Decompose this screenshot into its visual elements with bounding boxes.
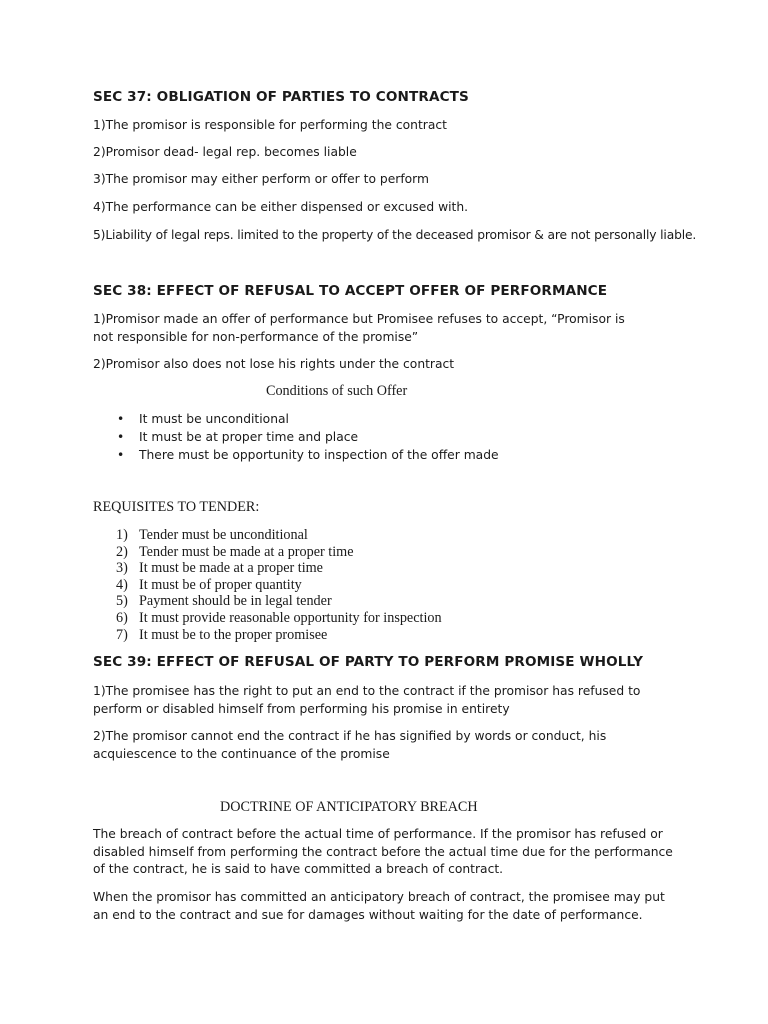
requisite-text: Tender must be unconditional <box>139 527 308 543</box>
sec37-item-4: 4)The performance can be either dispensed or excused with. <box>93 200 469 214</box>
list-item <box>93 544 442 561</box>
requisite-text: It must be made at a proper time <box>139 560 323 577</box>
list-item <box>93 446 499 464</box>
list-number: 5) <box>116 593 128 610</box>
sec37-heading: SEC 37: OBLIGATION OF PARTIES TO CONTRACTS <box>93 89 469 105</box>
list-item <box>93 428 499 446</box>
anticipatory-title: DOCTRINE OF ANTICIPATORY BREACH <box>220 799 478 815</box>
requisites-list <box>93 527 442 643</box>
condition-text: It must be unconditional <box>139 412 289 426</box>
sec38-item-2: 2)Promisor also does not lose his rights under the contract <box>93 357 455 371</box>
list-item <box>93 627 442 644</box>
list-item <box>93 593 442 610</box>
bullet-icon: • <box>117 430 125 444</box>
list-item <box>93 527 442 544</box>
sec37-item-2: 2)Promisor dead- legal rep. becomes liable <box>93 145 357 159</box>
requisite-text: It must be of proper quantity <box>139 576 302 593</box>
list-number: 7) <box>116 626 128 643</box>
condition-text: There must be opportunity to inspection of the offer made <box>139 448 499 462</box>
list-item <box>93 577 442 594</box>
requisite-text: It must be to the proper promisee <box>139 626 328 643</box>
list-number: 2) <box>116 543 128 560</box>
requisite-text: Payment should be in legal tender <box>139 593 332 610</box>
sec38-heading: SEC 38: EFFECT OF REFUSAL TO ACCEPT OFFER OF PERFORMANCE <box>93 283 608 299</box>
conditions-title: Conditions of such Offer <box>266 383 408 399</box>
bullet-icon: • <box>117 412 125 426</box>
bullet-icon: • <box>117 448 125 462</box>
list-number: 1) <box>116 527 128 543</box>
list-number: 6) <box>116 609 128 626</box>
requisite-text: Tender must be made at a proper time <box>139 543 354 560</box>
anticipatory-paragraph-2: When the promisor has committed an anticipatory breach of contract, the promisee may put an end to the contract and sue for damages without waiting for the date of performance. <box>93 890 665 922</box>
list-number: 4) <box>116 576 128 593</box>
anticipatory-paragraph-1: The breach of contract before the actual time of performance. If the promisor has refused or disabled himself from performing the contract before the actual time due for the performance of the contract, he is said to have committed a breach of contract. <box>93 827 673 876</box>
conditions-list <box>93 410 499 464</box>
list-item <box>93 560 442 577</box>
condition-text: It must be at proper time and place <box>139 430 359 444</box>
requisite-text: It must provide reasonable opportunity for inspection <box>139 609 442 626</box>
sec39-item-1: 1)The promisee has the right to put an end to the contract if the promisor has refused to perform or disabled himself from performing his promise in entirety <box>93 684 641 716</box>
list-item <box>93 410 499 428</box>
sec37-item-1: 1)The promisor is responsible for performing the contract <box>93 118 447 132</box>
sec37-item-5: 5)Liability of legal reps. limited to the property of the deceased promisor & are not personally liable. <box>93 228 697 242</box>
sec38-item-1: 1)Promisor made an offer of performance but Promisee refuses to accept, “Promisor is not responsible for non-performance of the promise” <box>93 312 625 344</box>
list-number: 3) <box>116 560 128 577</box>
list-item <box>93 610 442 627</box>
requisites-title: REQUISITES TO TENDER: <box>93 499 260 515</box>
sec39-item-2: 2)The promisor cannot end the contract if he has signified by words or conduct, his acquiescence to the continuance of the promise <box>93 729 607 761</box>
sec37-item-3: 3)The promisor may either perform or offer to perform <box>93 172 430 186</box>
sec39-heading: SEC 39: EFFECT OF REFUSAL OF PARTY TO PERFORM PROMISE WHOLLY <box>93 654 644 670</box>
